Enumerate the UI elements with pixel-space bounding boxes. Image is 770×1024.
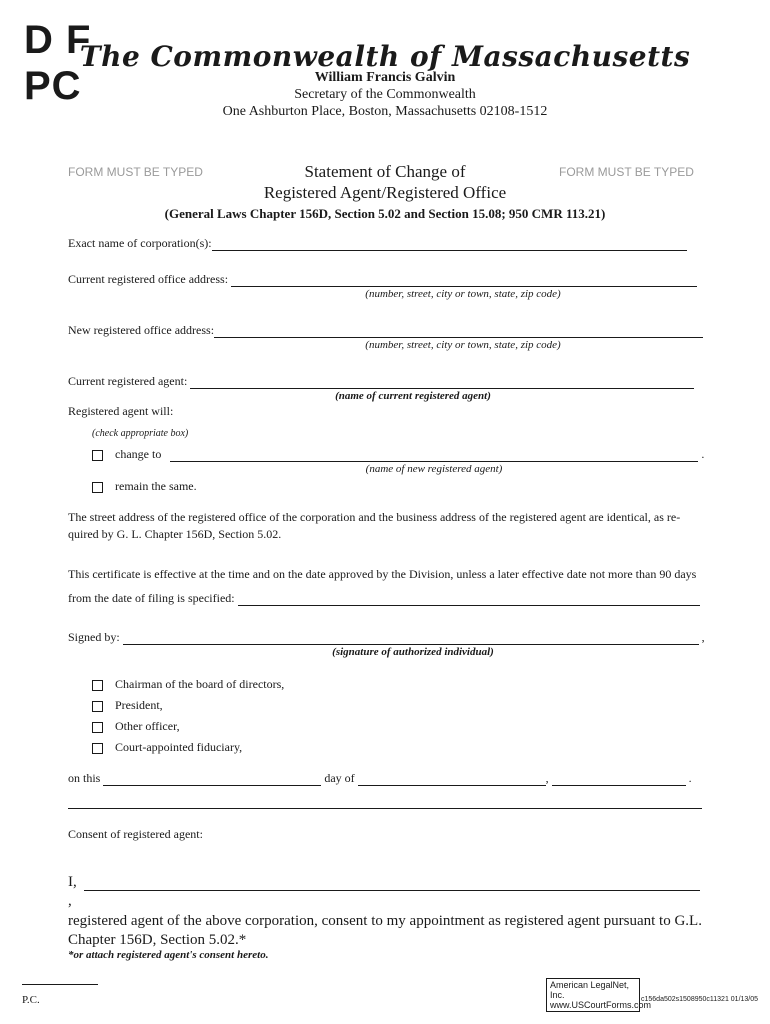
corporation-name-field[interactable] — [212, 238, 687, 251]
remain-row — [92, 479, 197, 494]
current-office-field[interactable] — [231, 274, 697, 287]
current-agent-hint: (name of current registered agent) — [335, 390, 491, 402]
current-office-label: Current registered office address: — [68, 272, 229, 286]
day-field[interactable] — [103, 773, 321, 786]
corporation-name-label: Exact name of corporation(s): — [68, 236, 212, 250]
new-office-label: New registered office address: — [68, 323, 215, 337]
consent-label: Consent of registered agent: — [68, 827, 203, 841]
remain-same-label: remain the same. — [115, 479, 197, 493]
role-chairman-checkbox[interactable] — [92, 680, 103, 691]
new-office-hint: (number, street, city or town, state, zip code) — [365, 339, 561, 351]
change-to-row: change to . — [92, 447, 704, 462]
identical-address-paragraph: The street address of the registered office of the corporation and the business address of the registered agent are identical, as re-quired by G. L. Chapter 156D, Section 5.02. — [68, 510, 681, 541]
corner-mark-line2: PC — [24, 64, 82, 108]
stamp-line1: American LegalNet, Inc. — [550, 980, 630, 1000]
form-code: c156da502s1508950c11321 01/13/05 — [641, 996, 759, 1003]
role-fiduciary-label: Court-appointed fiduciary, — [115, 740, 243, 754]
form-must-be-typed-right: FORM MUST BE TYPED — [559, 165, 694, 179]
effective-date-paragraph: This certificate is effective at the time and on the date approved by the Division, unless a later effective date not more than 90 days — [68, 567, 697, 581]
form-citation: (General Laws Chapter 156D, Section 5.02 and Section 15.08; 950 CMR 113.21) — [164, 206, 606, 221]
effective-date-row — [68, 591, 700, 606]
current-office-hint: (number, street, city or town, state, zip code) — [365, 288, 561, 300]
new-agent-hint: (name of new registered agent) — [365, 463, 503, 475]
footer-rule — [22, 984, 98, 985]
section-divider — [68, 808, 702, 809]
effective-date-label: from the date of filing is specified: — [68, 591, 235, 605]
remain-same-checkbox[interactable] — [92, 482, 103, 493]
signed-by-row: Signed by: , — [68, 630, 705, 644]
role-row-fiduciary — [92, 740, 242, 755]
signature-field[interactable] — [123, 632, 699, 645]
form-title-line2: Registered Agent/Registered Office — [263, 183, 507, 202]
role-row-other-officer — [92, 719, 180, 734]
month-field[interactable] — [358, 773, 546, 786]
change-to-label: change to — [115, 447, 162, 461]
legalnet-stamp — [546, 978, 652, 1012]
role-other-officer-checkbox[interactable] — [92, 722, 103, 733]
role-president-label: President, — [115, 698, 163, 712]
footer-pc: P.C. — [22, 994, 40, 1006]
role-other-officer-label: Other officer, — [115, 719, 180, 733]
signed-by-label: Signed by: — [68, 630, 120, 644]
new-office-field[interactable] — [214, 325, 703, 338]
date-row: on this day of , . — [68, 771, 692, 785]
effective-date-field[interactable] — [238, 593, 700, 606]
agent-will-label: Registered agent will: — [68, 404, 174, 418]
stamp-line2[interactable]: www.USCourtForms.com — [550, 1000, 652, 1010]
on-this-label: on this — [68, 771, 101, 785]
form-must-be-typed-left: FORM MUST BE TYPED — [68, 165, 203, 179]
corporation-name-row — [68, 236, 687, 251]
role-chairman-label: Chairman of the board of directors, — [115, 677, 285, 691]
day-of-label: day of — [324, 771, 355, 785]
current-agent-field[interactable] — [190, 376, 694, 389]
year-field[interactable] — [552, 773, 686, 786]
role-row-president — [92, 698, 163, 713]
role-row-chairman — [92, 677, 284, 692]
secretary-office: Secretary of the Commonwealth — [294, 87, 476, 102]
consent-i-label: I, — [68, 874, 77, 890]
corner-mark-line1: D F — [24, 18, 92, 62]
current-office-row — [68, 272, 697, 287]
consent-footnote: *or attach registered agent's consent hereto. — [68, 949, 269, 961]
role-president-checkbox[interactable] — [92, 701, 103, 712]
form-title-line1: Statement of Change of — [304, 162, 466, 181]
office-address: One Ashburton Place, Boston, Massachusetts 02108-1512 — [222, 104, 548, 119]
secretary-name: William Francis Galvin — [314, 70, 456, 85]
signature-hint: (signature of authorized individual) — [332, 646, 494, 658]
current-agent-label: Current registered agent: — [68, 374, 188, 388]
consent-statement: registered agent of the above corporation, consent to my appointment as registered agent pursuant to G.L. Chapter 156D, Section 5.02.* — [68, 913, 702, 948]
role-fiduciary-checkbox[interactable] — [92, 743, 103, 754]
consent-agent-name-field[interactable] — [84, 876, 700, 891]
commonwealth-title: The Commonwealth of Massachusetts — [79, 40, 691, 73]
consent-name-row — [68, 874, 700, 891]
current-agent-row — [68, 374, 694, 389]
check-box-hint: (check appropriate box) — [92, 428, 189, 439]
consent-comma: , — [68, 893, 72, 909]
new-agent-field[interactable] — [170, 449, 698, 462]
change-to-checkbox[interactable] — [92, 450, 103, 461]
new-office-row — [68, 323, 703, 338]
